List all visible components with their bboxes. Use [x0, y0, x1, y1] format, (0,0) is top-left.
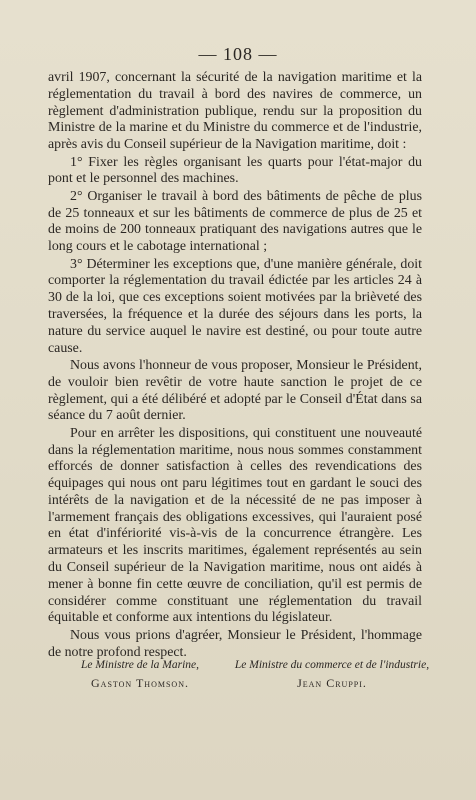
paragraph-item-2: 2° Organiser le travail à bord des bâtiments de pêche de plus de 25 tonneaux et sur les bâtiments de commerce de plus de 25 et de moins de 200 tonneaux pratiquant des navigations autres que le long cours et le cabotage international ; — [48, 188, 422, 255]
signature-name: Gaston Thomson. — [91, 676, 189, 690]
signature-name: Jean Cruppi. — [297, 676, 367, 690]
signature-role: Le Ministre de la Marine, — [80, 659, 200, 671]
signature-marine — [40, 656, 240, 692]
paragraph-proposal: Nous avons l'honneur de vous proposer, Monsieur le Président, de vouloir bien revêtir de votre haute sanction le projet de ce règlement, qui a été délibéré et adopté par le Conseil d'État dans sa séance du 7 août dernier. — [48, 357, 422, 424]
signature-commerce — [232, 656, 432, 692]
paragraph-dispositions: Pour en arrêter les dispositions, qui constituent une nouveauté dans la réglementation maritime, nous nous sommes constamment efforcés de donner satisfaction à celles des revendications des équipages qui nous ont paru légitimes tout en gardant le souci des intérêts de la navigation et de la nécessité de ne pas imposer à l'armement français des obligations excessives, qui l'auraient posé en état d'infériorité vis-à-vis de la concurrence étrangère. Les armateurs et les inscrits maritimes, également représentés au sein du Conseil supérieur de la Navigation maritime, nous ont aidés à mener à bonne fin cette œuvre de conciliation, qu'il est permis de considérer comme constituant une réglementation du travail équitable et conforme aux intentions du législateur. — [48, 425, 422, 626]
paragraph-item-3: 3° Déterminer les exceptions que, d'une manière générale, doit comporter la réglementation du travail édictée par les articles 24 à 30 de la loi, que ces exceptions soient motivées par la brièveté des traversées, la fréquence et la durée des séjours dans les ports, la nature du service auquel le navire est destiné, ou pour toute autre cause. — [48, 256, 422, 356]
paragraph-continuation: avril 1907, concernant la sécurité de la navigation maritime et la réglementation du travail à bord des navires de commerce, un règlement d'administration publique, rendu sur la proposition du Ministre de la marine et du Ministre du commerce et de l'industrie, après avis du Conseil supérieur de la Navigation maritime, doit : — [48, 70, 422, 153]
signature-role: Le Ministre du commerce et de l'industrie, — [234, 659, 430, 671]
page-number: — 108 — — [198, 44, 278, 64]
paragraph-closing: Nous vous prions d'agréer, Monsieur le Président, l'hommage de notre profond respect. — [48, 627, 422, 660]
paragraph-item-1: 1° Fixer les règles organisant les quarts pour l'état-major du pont et le personnel des machines. — [48, 154, 422, 187]
body-text — [48, 70, 422, 662]
